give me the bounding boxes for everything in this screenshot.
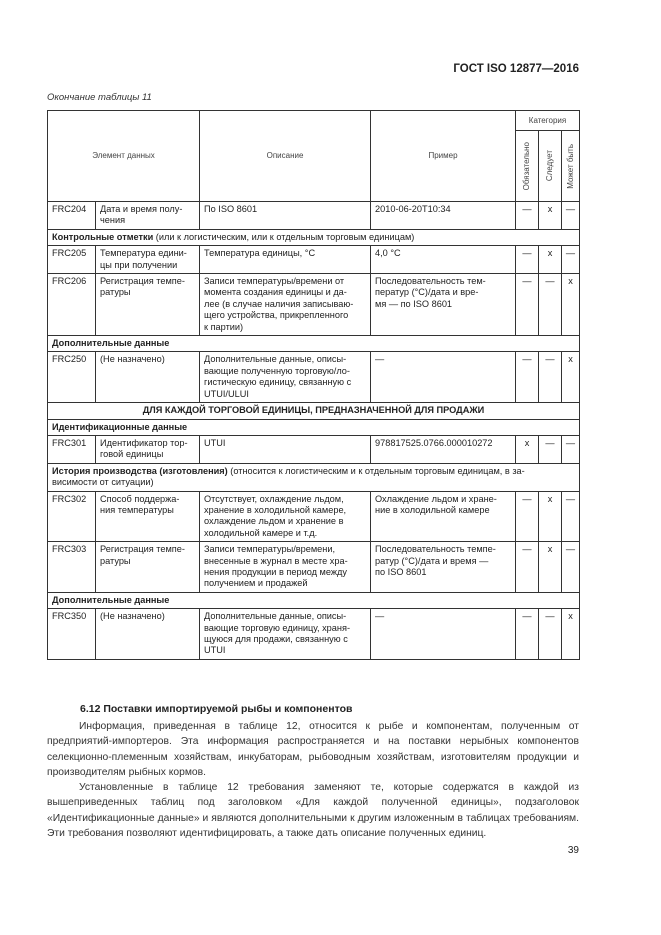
should-mark: —	[539, 274, 562, 336]
mandatory-mark: —	[516, 609, 539, 660]
should-mark: —	[539, 352, 562, 403]
should-mark: x	[539, 542, 562, 593]
section-heading-bold: Идентификационные данные	[52, 421, 188, 432]
section-heading-bold: История производства (изготовления)	[52, 465, 228, 476]
table-row	[48, 542, 580, 593]
description: UTUI	[200, 435, 371, 463]
page-number: 39	[567, 845, 579, 856]
element-name: (Не назначено)	[96, 609, 200, 660]
section-heading	[48, 463, 580, 491]
example: —	[371, 609, 516, 660]
example: 978817525.0766.000010272	[371, 435, 516, 463]
table-row	[48, 491, 580, 542]
table-row	[48, 274, 580, 336]
paragraph: Установленные в таблице 12 требования заменяют те, которые содержатся в каждой из вышеприведенных таблиц под заголовком «Для каждой полученной единицы», подзаголовок «Идентификационные данные» и являются дополнительными к другим изложенным в таблицах требованиям. Эти требования позволяют идентифицировать, а также дать описание полученных единиц.	[47, 782, 579, 839]
section-heading-note: (относится к логистическим и к отдельным торговым единицам, в за- висимости от ситуации)	[52, 465, 525, 488]
description: Дополнительные данные, описы- вающие полученную торговую/ло- гистическую единицу, связанную с UTUI/ULUI	[200, 352, 371, 403]
element-name: Способ поддержа- ния температуры	[96, 491, 200, 542]
description: Дополнительные данные, описы- вающие торговую единицу, храня- щуюся для продажи, связанную с UTUI	[200, 609, 371, 660]
element-code: FRC206	[48, 274, 96, 336]
element-code: FRC205	[48, 246, 96, 274]
element-name: Регистрация темпе- ратуры	[96, 542, 200, 593]
example: 4,0 °C	[371, 246, 516, 274]
description: Отсутствует, охлаждение льдом, хранение в холодильной камере, охлаждение льдом и хранение в холодильной камере и т.д.	[200, 491, 371, 542]
should-mark: x	[539, 246, 562, 274]
table-row	[48, 246, 580, 274]
table-row	[48, 435, 580, 463]
section-heading	[48, 336, 580, 352]
paragraph: Информация, приведенная в таблице 12, относится к рыбе и компонентам, полученным от предприятий-импортеров. Эта информация распространяется и на поставки нерыбных компонентов селекционно-племенным хозяйствам, инкубаторам, рыбоводным хозяйствам, изготовителям продукции и производителям рыбных кормов.	[47, 721, 579, 778]
example: —	[371, 352, 516, 403]
should-mark: x	[539, 491, 562, 542]
may-mark: —	[562, 542, 580, 593]
element-name: Дата и время полу- чения	[96, 202, 200, 230]
example: 2010-06-20T10:34	[371, 202, 516, 230]
may-mark: —	[562, 435, 580, 463]
element-code: FRC301	[48, 435, 96, 463]
table-section-row	[48, 419, 580, 435]
table-section-row	[48, 592, 580, 608]
mandatory-mark: —	[516, 274, 539, 336]
section-heading-note: (или к логистическим, или к отдельным торговым единицам)	[153, 231, 415, 242]
section-heading-bold: Дополнительные данные	[52, 338, 170, 349]
section-title: 6.12 Поставки импортируемой рыбы и компонентов	[80, 703, 353, 715]
description: По ISO 8601	[200, 202, 371, 230]
element-name: Идентификатор тор- говой единицы	[96, 435, 200, 463]
element-code: FRC303	[48, 542, 96, 593]
example: Последовательность темпе- ратур (°C)/дата и время — по ISO 8601	[371, 542, 516, 593]
may-mark: x	[562, 352, 580, 403]
may-mark: —	[562, 491, 580, 542]
column-header-category: Категория	[516, 111, 580, 131]
column-header-example: Пример	[371, 111, 516, 202]
may-mark: —	[562, 202, 580, 230]
section-heading-bold: Контрольные отметки	[52, 231, 154, 242]
table-caption: Окончание таблицы 11	[47, 92, 152, 103]
should-mark: —	[539, 435, 562, 463]
mandatory-mark: —	[516, 352, 539, 403]
element-name: Температура едини- цы при получении	[96, 246, 200, 274]
element-code: FRC302	[48, 491, 96, 542]
column-header-may: Может быть	[562, 131, 580, 202]
table-section-row	[48, 403, 580, 419]
description: Записи температуры/времени, внесенные в журнал в месте хра- нения продукции в период между получением и продажей	[200, 542, 371, 593]
data-table	[47, 110, 580, 660]
section-heading	[48, 229, 580, 245]
example: Охлаждение льдом и хране- ние в холодильной камере	[371, 491, 516, 542]
may-mark: —	[562, 246, 580, 274]
element-code: FRC250	[48, 352, 96, 403]
table-row	[48, 609, 580, 660]
should-mark: x	[539, 202, 562, 230]
column-header-mandatory: Обязательно	[516, 131, 539, 202]
table-section-row	[48, 336, 580, 352]
column-header-should: Следует	[539, 131, 562, 202]
group-heading: ДЛЯ КАЖДОЙ ТОРГОВОЙ ЕДИНИЦЫ, ПРЕДНАЗНАЧЕННОЙ ДЛЯ ПРОДАЖИ	[48, 403, 580, 419]
table-section-row	[48, 229, 580, 245]
section-heading	[48, 592, 580, 608]
table-row	[48, 202, 580, 230]
table-section-row	[48, 463, 580, 491]
column-header-element: Элемент данных	[48, 111, 200, 202]
mandatory-mark: —	[516, 246, 539, 274]
element-name: Регистрация темпе- ратуры	[96, 274, 200, 336]
element-code: FRC350	[48, 609, 96, 660]
mandatory-mark: x	[516, 435, 539, 463]
mandatory-mark: —	[516, 542, 539, 593]
element-code: FRC204	[48, 202, 96, 230]
example: Последовательность тем- ператур (°C)/дата и вре- мя — по ISO 8601	[371, 274, 516, 336]
table-row	[48, 352, 580, 403]
section-heading	[48, 419, 580, 435]
description: Записи температуры/времени от момента создания единицы и да- лее (в случае наличия записываю- щего устройства, прикрепленного к партии)	[200, 274, 371, 336]
description: Температура единицы, °C	[200, 246, 371, 274]
may-mark: x	[562, 609, 580, 660]
should-mark: —	[539, 609, 562, 660]
may-mark: x	[562, 274, 580, 336]
mandatory-mark: —	[516, 491, 539, 542]
element-name: (Не назначено)	[96, 352, 200, 403]
section-heading-bold: Дополнительные данные	[52, 594, 170, 605]
column-header-description: Описание	[200, 111, 371, 202]
document-header: ГОСТ ISO 12877—2016	[453, 63, 579, 75]
mandatory-mark: —	[516, 202, 539, 230]
